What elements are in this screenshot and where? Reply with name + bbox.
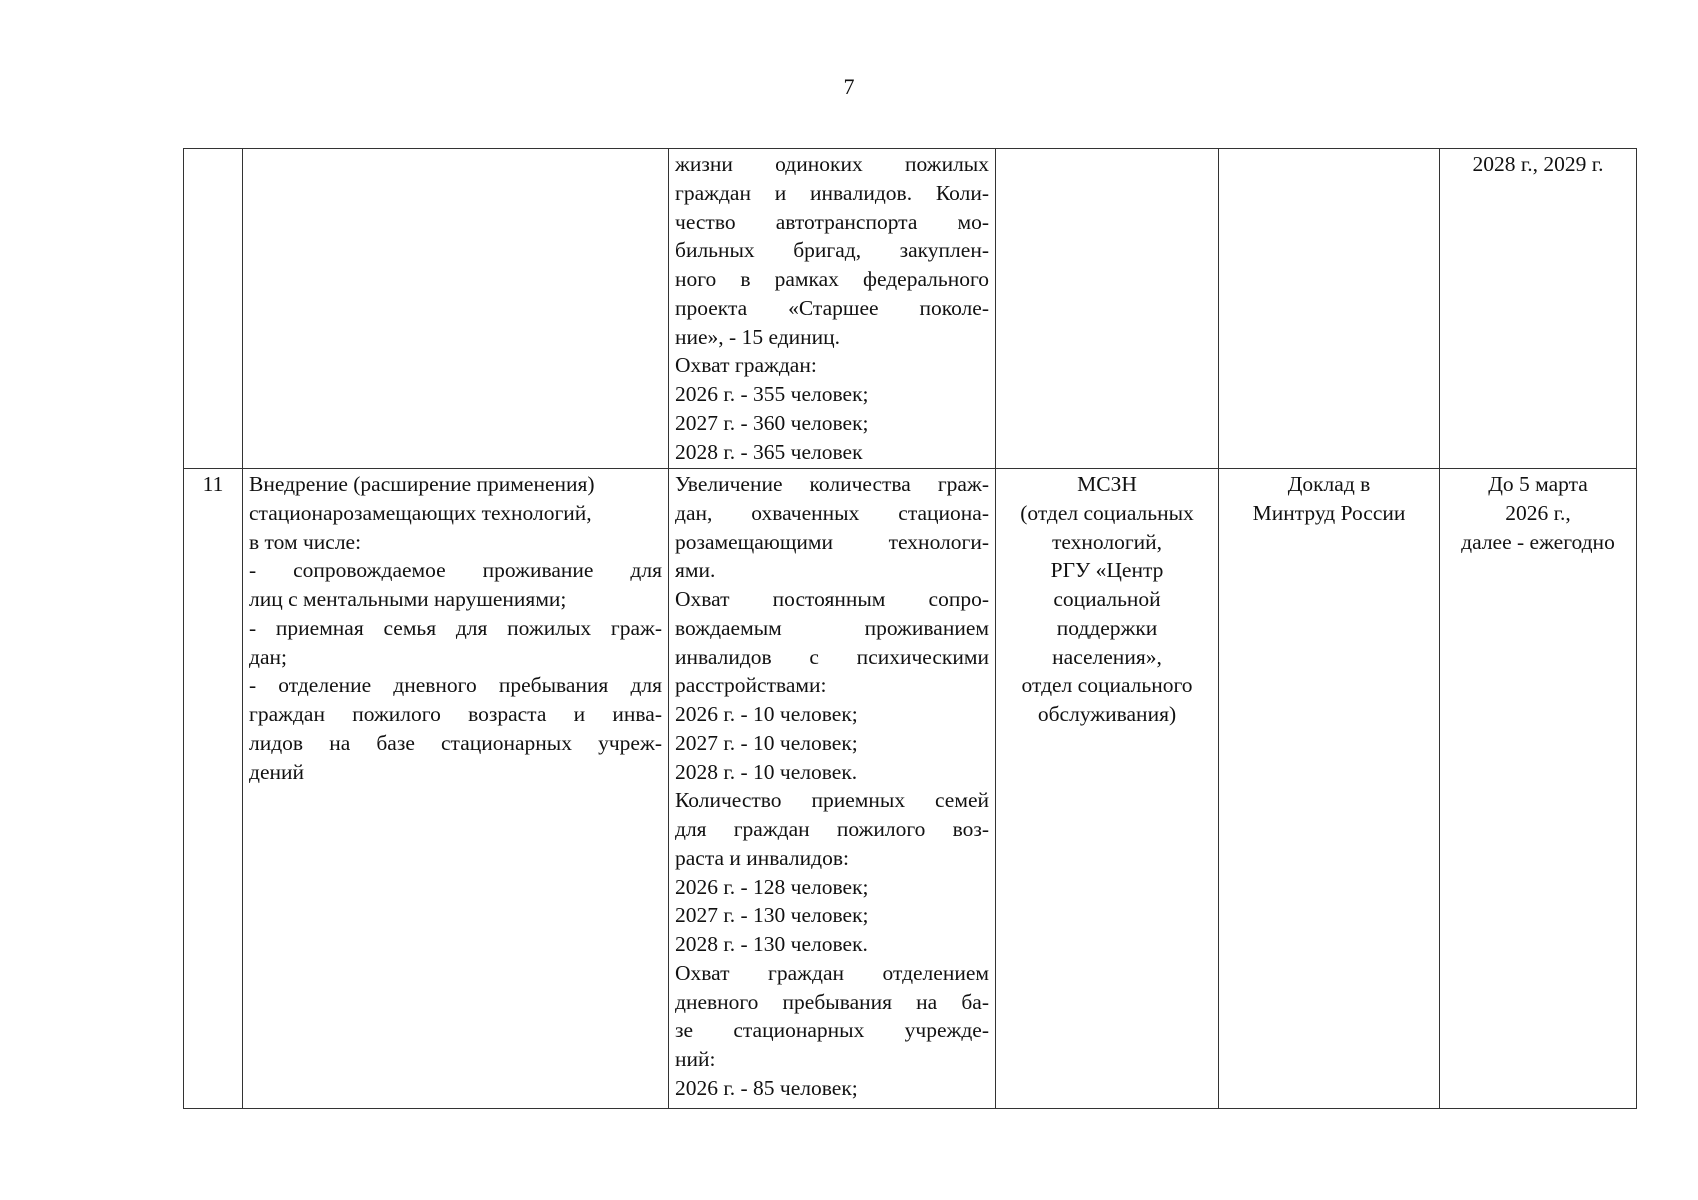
- text-line: 2028 г. - 365 человек: [675, 439, 863, 464]
- text-line: стационарозамещающих технологий,: [249, 500, 592, 525]
- report-cell: [1219, 149, 1440, 469]
- deadline-cell: [1440, 469, 1637, 1109]
- text-line: 2028 г. - 10 человек.: [675, 759, 858, 784]
- text-line: населения»,: [1052, 644, 1162, 669]
- row-number-cell: 11: [184, 469, 243, 1109]
- text-line: РГУ «Центр: [1050, 558, 1164, 583]
- text-line: Увеличение количества граж-: [675, 472, 989, 496]
- result-cell: [669, 149, 996, 469]
- text-line: МСЗН: [1077, 472, 1137, 496]
- text-line: дан;: [249, 644, 287, 669]
- text-line: дневного пребывания на ба-: [675, 989, 989, 1014]
- activity-cell: [243, 469, 669, 1109]
- text-line: 2027 г. - 130 человек;: [675, 903, 869, 928]
- text-line: 2026 г. - 355 человек;: [675, 382, 869, 406]
- text-line: лидов на базе стационарных учреж-: [249, 730, 662, 755]
- text-line: 2027 г. - 360 человек;: [675, 410, 869, 435]
- text-line: - сопровождаемое проживание для: [249, 558, 662, 583]
- row-number-cell: [184, 149, 243, 469]
- text-line: 2028 г., 2029 г.: [1472, 152, 1604, 176]
- text-line: Доклад в: [1287, 472, 1371, 496]
- text-line: жизни одиноких пожилых: [675, 152, 989, 176]
- text-line: зе стационарных учрежде-: [675, 1018, 989, 1043]
- text-line: лиц с ментальными нарушениями;: [249, 587, 567, 611]
- text-line: в том числе:: [249, 529, 362, 554]
- text-line: бильных бригад, закуплен-: [675, 238, 989, 263]
- text-line: отдел социального: [1021, 673, 1193, 698]
- text-line: дан, охваченных стациона-: [675, 500, 989, 525]
- text-line: ние», - 15 единиц.: [675, 324, 841, 349]
- text-line: ями.: [675, 558, 716, 583]
- text-line: Охват постоянным сопро-: [675, 587, 989, 611]
- text-line: поддержки: [1056, 615, 1158, 640]
- table-row: [184, 469, 1637, 1109]
- text-line: инвалидов с психическими: [675, 644, 989, 669]
- text-line: До 5 марта: [1488, 472, 1588, 496]
- text-line: раста и инвалидов:: [675, 845, 849, 870]
- page-number: 7: [843, 74, 855, 99]
- text-line: граждан и инвалидов. Коли-: [675, 180, 989, 205]
- text-line: обслуживания): [1037, 702, 1177, 726]
- text-line: проекта «Старшее поколе-: [675, 295, 989, 320]
- text-line: 2028 г. - 130 человек.: [675, 932, 868, 956]
- text-line: ний:: [675, 1047, 716, 1071]
- text-line: социальной: [1053, 587, 1161, 611]
- table-row: [184, 149, 1637, 469]
- text-line: дений: [249, 759, 304, 784]
- text-line: Количество приемных семей: [675, 788, 989, 813]
- text-line: вождаемым проживанием: [675, 615, 989, 640]
- text-line: 2027 г. - 10 человек;: [675, 730, 858, 755]
- text-line: розамещающими технологи-: [675, 529, 989, 554]
- text-line: граждан пожилого возраста и инва-: [249, 702, 662, 726]
- text-line: - отделение дневного пребывания для: [249, 673, 662, 698]
- text-line: 2026 г.,: [1505, 500, 1571, 525]
- text-line: - приемная семья для пожилых граж-: [249, 615, 662, 640]
- text-line: Охват граждан отделением: [675, 960, 989, 985]
- executor-cell: [996, 469, 1219, 1109]
- report-cell: [1219, 469, 1440, 1109]
- result-cell: [669, 469, 996, 1109]
- executor-cell: [996, 149, 1219, 469]
- text-line: Внедрение (расширение применения): [249, 472, 595, 496]
- text-line: 2026 г. - 128 человек;: [675, 874, 869, 899]
- text-line: 2026 г. - 10 человек;: [675, 702, 858, 726]
- text-line: чество автотранспорта мо-: [675, 209, 989, 234]
- text-line: технологий,: [1051, 529, 1163, 554]
- text-line: далее - ежегодно: [1461, 529, 1615, 554]
- text-line: (отдел социальных: [1020, 500, 1194, 525]
- text-line: Охват граждан:: [675, 353, 817, 378]
- text-line: расстройствами:: [675, 673, 827, 698]
- deadline-cell: [1440, 149, 1637, 469]
- activity-cell: [243, 149, 669, 469]
- text-line: ного в рамках федерального: [675, 267, 989, 291]
- text-line: 2026 г. - 85 человек;: [675, 1075, 858, 1100]
- text-line: для граждан пожилого воз-: [675, 817, 989, 841]
- text-line: Минтруд России: [1252, 500, 1406, 525]
- plan-table: [183, 148, 1637, 1109]
